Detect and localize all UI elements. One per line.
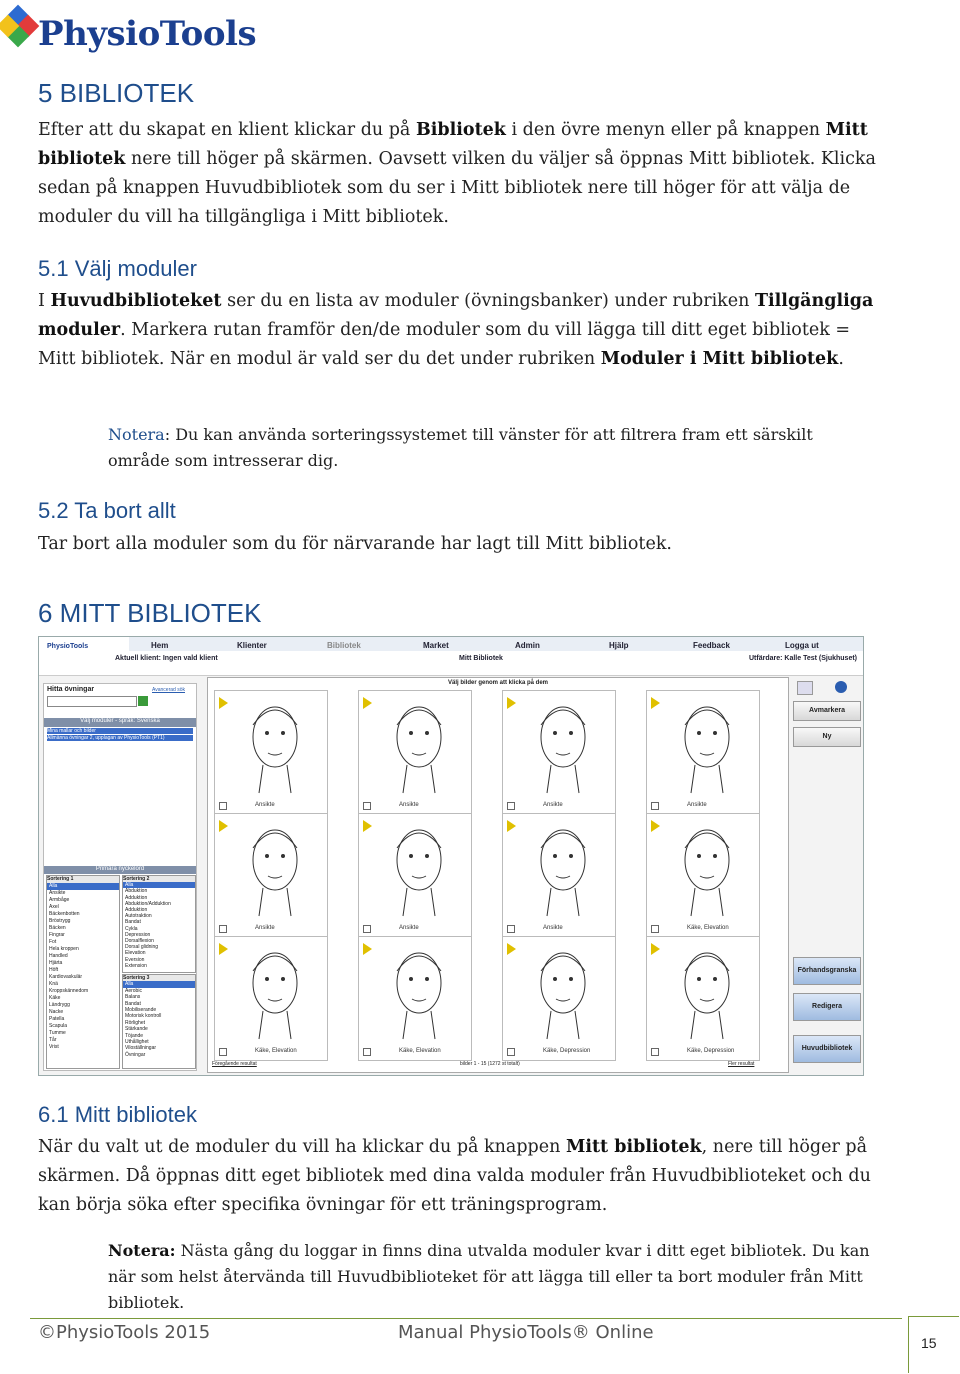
sort3-option[interactable]: Alla bbox=[123, 981, 195, 987]
sort2-option[interactable]: Abduktion/Adduktion bbox=[125, 900, 171, 907]
section-6-heading: 6 MITT BIBLIOTEK bbox=[38, 598, 262, 628]
select-checkbox[interactable] bbox=[363, 802, 371, 810]
play-icon[interactable] bbox=[219, 820, 228, 832]
sort3-option[interactable]: Balans bbox=[125, 994, 141, 1001]
sort1-option[interactable]: Axel bbox=[49, 904, 59, 910]
face-illustration bbox=[235, 818, 315, 918]
sort1-option[interactable]: Kroppskännedom bbox=[49, 988, 89, 994]
logo-text: PhysioTools bbox=[38, 14, 257, 54]
image-caption: Ansikte bbox=[255, 802, 275, 808]
image-caption: Käke, Depression bbox=[543, 1048, 591, 1054]
current-section: Mitt Bibliotek bbox=[459, 655, 503, 662]
image-caption: Ansikte bbox=[399, 925, 419, 931]
sort1-title: Sortering 1 bbox=[47, 876, 119, 883]
face-illustration bbox=[235, 941, 315, 1041]
sort2-title: Sortering 2 bbox=[123, 876, 195, 882]
play-icon[interactable] bbox=[507, 820, 516, 832]
module-item-2[interactable]: Allmänna övningar 2, upplagan av PhysioTools (PT1) bbox=[47, 735, 193, 741]
play-icon[interactable] bbox=[219, 943, 228, 955]
exercise-image-cell[interactable] bbox=[646, 813, 760, 938]
sort3-option[interactable]: Aerobic bbox=[125, 987, 142, 994]
sort-title: Primära nyckelord bbox=[44, 866, 196, 874]
play-icon[interactable] bbox=[507, 943, 516, 955]
image-caption: Käke, Depression bbox=[687, 1048, 735, 1054]
sort2-option[interactable]: Cykla bbox=[125, 925, 138, 932]
sort3-list[interactable] bbox=[122, 974, 196, 1069]
section-5-2-paragraph: Tar bort alla moduler som du för närvarande har lagt till Mitt bibliotek. bbox=[38, 534, 672, 554]
sort2-option[interactable]: Elevation bbox=[125, 950, 146, 957]
nav-logga-ut[interactable]: Logga ut bbox=[785, 641, 819, 650]
footer-line bbox=[30, 1318, 902, 1319]
select-checkbox[interactable] bbox=[651, 802, 659, 810]
sort1-option[interactable]: Armbåge bbox=[49, 897, 70, 903]
sort3-option[interactable]: Stärkande bbox=[125, 1026, 148, 1033]
image-caption: Käke, Elevation bbox=[255, 1048, 297, 1054]
current-client: Aktuell klient: Ingen vald klient bbox=[115, 655, 218, 662]
select-checkbox[interactable] bbox=[651, 925, 659, 933]
sort1-option[interactable]: Knä bbox=[49, 981, 58, 987]
play-icon[interactable] bbox=[363, 943, 372, 955]
section-5-1-note: Notera: Du kan använda sorteringssystemet till vänster för att filtrera fram ett särskilt område som intresserar dig. bbox=[108, 425, 813, 470]
app-logo: PhysioTools bbox=[47, 643, 89, 650]
face-illustration bbox=[379, 818, 459, 918]
sort1-option[interactable]: Vrist bbox=[49, 1044, 59, 1050]
search-icon[interactable] bbox=[797, 681, 813, 695]
ny-button[interactable]: Ny bbox=[793, 727, 861, 747]
sort2-option[interactable]: Abduktion bbox=[125, 888, 148, 895]
play-icon[interactable] bbox=[651, 820, 660, 832]
sort3-option[interactable]: Rörlighet bbox=[125, 1019, 146, 1026]
image-caption: Ansikte bbox=[543, 925, 563, 931]
face-illustration bbox=[523, 941, 603, 1041]
sort2-option[interactable]: Adduktion bbox=[125, 907, 148, 914]
exercise-image-cell[interactable] bbox=[646, 936, 760, 1061]
sort1-option[interactable]: Fingrar bbox=[49, 932, 65, 938]
select-checkbox[interactable] bbox=[651, 1048, 659, 1056]
physiotools-logo bbox=[4, 4, 264, 66]
search-input[interactable] bbox=[47, 696, 137, 707]
section-6-1-heading: 6.1 Mitt bibliotek bbox=[38, 1102, 197, 1127]
section-5-1-heading: 5.1 Välj moduler bbox=[38, 256, 197, 281]
sort2-option[interactable]: Dorsalflexion bbox=[125, 938, 154, 945]
play-icon[interactable] bbox=[651, 943, 660, 955]
section-5-heading: 5 BIBLIOTEK bbox=[38, 78, 195, 108]
exercise-image-cell[interactable] bbox=[502, 690, 616, 815]
sort1-list[interactable] bbox=[46, 875, 120, 1069]
play-icon[interactable] bbox=[507, 697, 516, 709]
advanced-search-link[interactable]: Avancerad sök bbox=[152, 687, 185, 693]
exercise-image-cell[interactable] bbox=[646, 690, 760, 815]
prev-results-link[interactable]: Föregående resultat bbox=[212, 1061, 257, 1067]
image-caption: Ansikte bbox=[543, 802, 563, 808]
module-item-1[interactable]: Mina mallar och bilder bbox=[47, 728, 193, 734]
sort1-option[interactable]: Handled bbox=[49, 953, 68, 959]
sort3-option[interactable]: Uthållighet bbox=[125, 1039, 149, 1046]
preview-button[interactable]: Förhandsgranska bbox=[793, 957, 861, 985]
sort1-option[interactable]: Tumme bbox=[49, 1030, 66, 1036]
modules-title: Välj moduler - språk: Svenska bbox=[44, 718, 196, 727]
face-illustration bbox=[667, 818, 747, 918]
sort1-option[interactable]: Nacke bbox=[49, 1009, 64, 1015]
more-results-link[interactable]: Fler resultat bbox=[728, 1061, 755, 1067]
exercise-image-cell[interactable] bbox=[214, 813, 328, 938]
face-illustration bbox=[235, 695, 315, 795]
exercise-image-cell[interactable] bbox=[502, 936, 616, 1061]
nav-admin[interactable]: Admin bbox=[515, 641, 540, 650]
select-checkbox[interactable] bbox=[219, 925, 227, 933]
sort2-list[interactable] bbox=[122, 875, 196, 973]
exercise-image-cell[interactable] bbox=[214, 690, 328, 815]
select-checkbox[interactable] bbox=[507, 802, 515, 810]
grid-title: Välj bilder genom att klicka på dem bbox=[447, 680, 549, 686]
app-topbar bbox=[39, 637, 863, 676]
nav-hem[interactable]: Hem bbox=[151, 641, 169, 650]
nav-feedback[interactable]: Feedback bbox=[693, 641, 730, 650]
sort3-title: Sortering 3 bbox=[123, 975, 195, 981]
sort2-option[interactable]: Extension bbox=[125, 962, 147, 969]
select-checkbox[interactable] bbox=[507, 1048, 515, 1056]
nav-market[interactable]: Market bbox=[423, 641, 449, 650]
play-icon[interactable] bbox=[363, 820, 372, 832]
edit-button[interactable]: Redigera bbox=[793, 993, 861, 1021]
sort1-option[interactable]: Tår bbox=[49, 1037, 57, 1043]
footer-manual-title: Manual PhysioTools® Online bbox=[398, 1322, 654, 1343]
sort1-option[interactable]: Alla bbox=[47, 883, 119, 890]
select-checkbox[interactable] bbox=[363, 925, 371, 933]
right-panel bbox=[793, 677, 861, 1071]
page-number-box bbox=[908, 1316, 959, 1373]
current-user: Utfärdare: Kalle Test (Sjukhuset) bbox=[749, 655, 858, 662]
avmarkera-button[interactable]: Avmarkera bbox=[793, 701, 861, 721]
search-label: Hitta övningar bbox=[47, 686, 95, 693]
footer-copyright: ©PhysioTools 2015 bbox=[38, 1322, 211, 1343]
search-go-icon[interactable] bbox=[138, 696, 148, 706]
image-caption: Ansikte bbox=[255, 925, 275, 931]
image-caption: Käke, Elevation bbox=[399, 1048, 441, 1054]
sort3-option[interactable]: Mobiliserande bbox=[125, 1007, 157, 1014]
sort1-option[interactable]: Hjärta bbox=[49, 960, 63, 966]
sort1-option[interactable]: Bäckenbotten bbox=[49, 911, 80, 917]
sort2-option[interactable]: Dorsal glidning bbox=[125, 944, 159, 951]
nav-hjalp[interactable]: Hjälp bbox=[609, 641, 629, 650]
sort3-option[interactable]: Bandat bbox=[125, 1000, 141, 1007]
face-illustration bbox=[379, 695, 459, 795]
sort3-option[interactable]: Viloställningar bbox=[125, 1045, 157, 1052]
exercise-image-cell[interactable] bbox=[358, 690, 472, 815]
play-icon[interactable] bbox=[219, 697, 228, 709]
sort1-option[interactable]: Höft bbox=[49, 967, 59, 973]
left-panel bbox=[43, 683, 197, 1071]
play-icon[interactable] bbox=[363, 697, 372, 709]
sort2-option[interactable]: Depression bbox=[125, 931, 151, 938]
face-illustration bbox=[379, 941, 459, 1041]
section-5-1-paragraph: I Huvudbiblioteket ser du en lista av moduler (övningsbanker) under rubriken Tillgängliga moduler. Markera rutan framför den/de moduler som du vill lägga till ditt eget bibliotek = Mitt bibliotek. När en modul är vald ser du det under rubriken Moduler i Mitt bibliotek. bbox=[38, 291, 874, 369]
sort1-option[interactable]: Hela kroppen bbox=[49, 946, 79, 952]
select-checkbox[interactable] bbox=[507, 925, 515, 933]
nav-bibliotek[interactable]: Bibliotek bbox=[327, 641, 361, 650]
sort2-option[interactable]: Eversion bbox=[125, 956, 145, 963]
page-number: 15 bbox=[921, 1335, 937, 1351]
face-illustration bbox=[523, 818, 603, 918]
section-5-2-heading: 5.2 Ta bort allt bbox=[38, 498, 176, 523]
image-caption: Ansikte bbox=[399, 802, 419, 808]
image-grid bbox=[207, 677, 789, 1073]
help-icon[interactable] bbox=[835, 681, 847, 693]
sort1-option[interactable]: Bröstrygg bbox=[49, 918, 71, 924]
exercise-image-cell[interactable] bbox=[502, 813, 616, 938]
section-6-1-paragraph: När du valt ut de moduler du vill ha klickar du på knappen Mitt bibliotek, nere till höger på skärmen. Då öppnas ditt eget bibliotek med dina valda moduler från Huvudbiblioteket och du kan börja söka efter specifika övningar för ett träningsprogram. bbox=[38, 1137, 871, 1215]
sort2-option[interactable]: Adduktion bbox=[125, 894, 148, 901]
app-screenshot bbox=[38, 636, 864, 1076]
exercise-image-cell[interactable] bbox=[214, 936, 328, 1061]
sort1-option[interactable]: Fot bbox=[49, 939, 57, 945]
face-illustration bbox=[667, 941, 747, 1041]
sort1-option[interactable]: Patella bbox=[49, 1016, 65, 1022]
exercise-image-cell[interactable] bbox=[358, 813, 472, 938]
sort1-option[interactable]: Ansikte bbox=[49, 890, 66, 896]
select-checkbox[interactable] bbox=[363, 1048, 371, 1056]
nav-klienter[interactable]: Klienter bbox=[237, 641, 267, 650]
sort1-option[interactable]: Käke bbox=[49, 995, 61, 1001]
sort1-option[interactable]: Scapula bbox=[49, 1023, 68, 1029]
result-count: bilder 1 - 15 (1272 st totalt) bbox=[460, 1061, 520, 1067]
sort1-option[interactable]: Kardiovaskulär bbox=[49, 974, 83, 980]
face-illustration bbox=[523, 695, 603, 795]
section-6-1-note: Notera: Nästa gång du loggar in finns dina utvalda moduler kvar i ditt eget bibliotek. Du kan när som helst återvända till Huvudbiblioteket för att lägga till eller ta bort moduler från Mitt bibliotek. bbox=[108, 1241, 870, 1312]
face-illustration bbox=[667, 695, 747, 795]
sort2-option[interactable]: Alla bbox=[123, 882, 195, 888]
sort3-option[interactable]: Töjande bbox=[125, 1032, 144, 1039]
sort3-option[interactable]: Övningar bbox=[125, 1051, 146, 1058]
sort2-option[interactable]: Bandat bbox=[125, 919, 141, 926]
sort1-option[interactable]: Bäcken bbox=[49, 925, 66, 931]
image-caption: Käke, Elevation bbox=[687, 925, 729, 931]
section-5-paragraph: Efter att du skapat en klient klickar du på Bibliotek i den övre menyn eller på knappen Mitt bibliotek nere till höger på skärmen. Oavsett vilken du väljer så öppnas Mitt bibliotek. Klicka sedan på knappen Huvudbibliotek som du ser i Mitt bibliotek nere till höger för att välja de moduler du vill ha tillgängliga i Mitt bibliotek. bbox=[38, 120, 876, 227]
sort3-option[interactable]: Motorisk kontroll bbox=[125, 1013, 162, 1020]
play-icon[interactable] bbox=[651, 697, 660, 709]
image-caption: Ansikte bbox=[687, 802, 707, 808]
select-checkbox[interactable] bbox=[219, 1048, 227, 1056]
select-checkbox[interactable] bbox=[219, 802, 227, 810]
sort1-option[interactable]: Ländrygg bbox=[49, 1002, 70, 1008]
exercise-image-cell[interactable] bbox=[358, 936, 472, 1061]
sort2-option[interactable]: Autotraktion bbox=[125, 913, 152, 920]
main-library-button[interactable]: Huvudbibliotek bbox=[793, 1035, 861, 1063]
